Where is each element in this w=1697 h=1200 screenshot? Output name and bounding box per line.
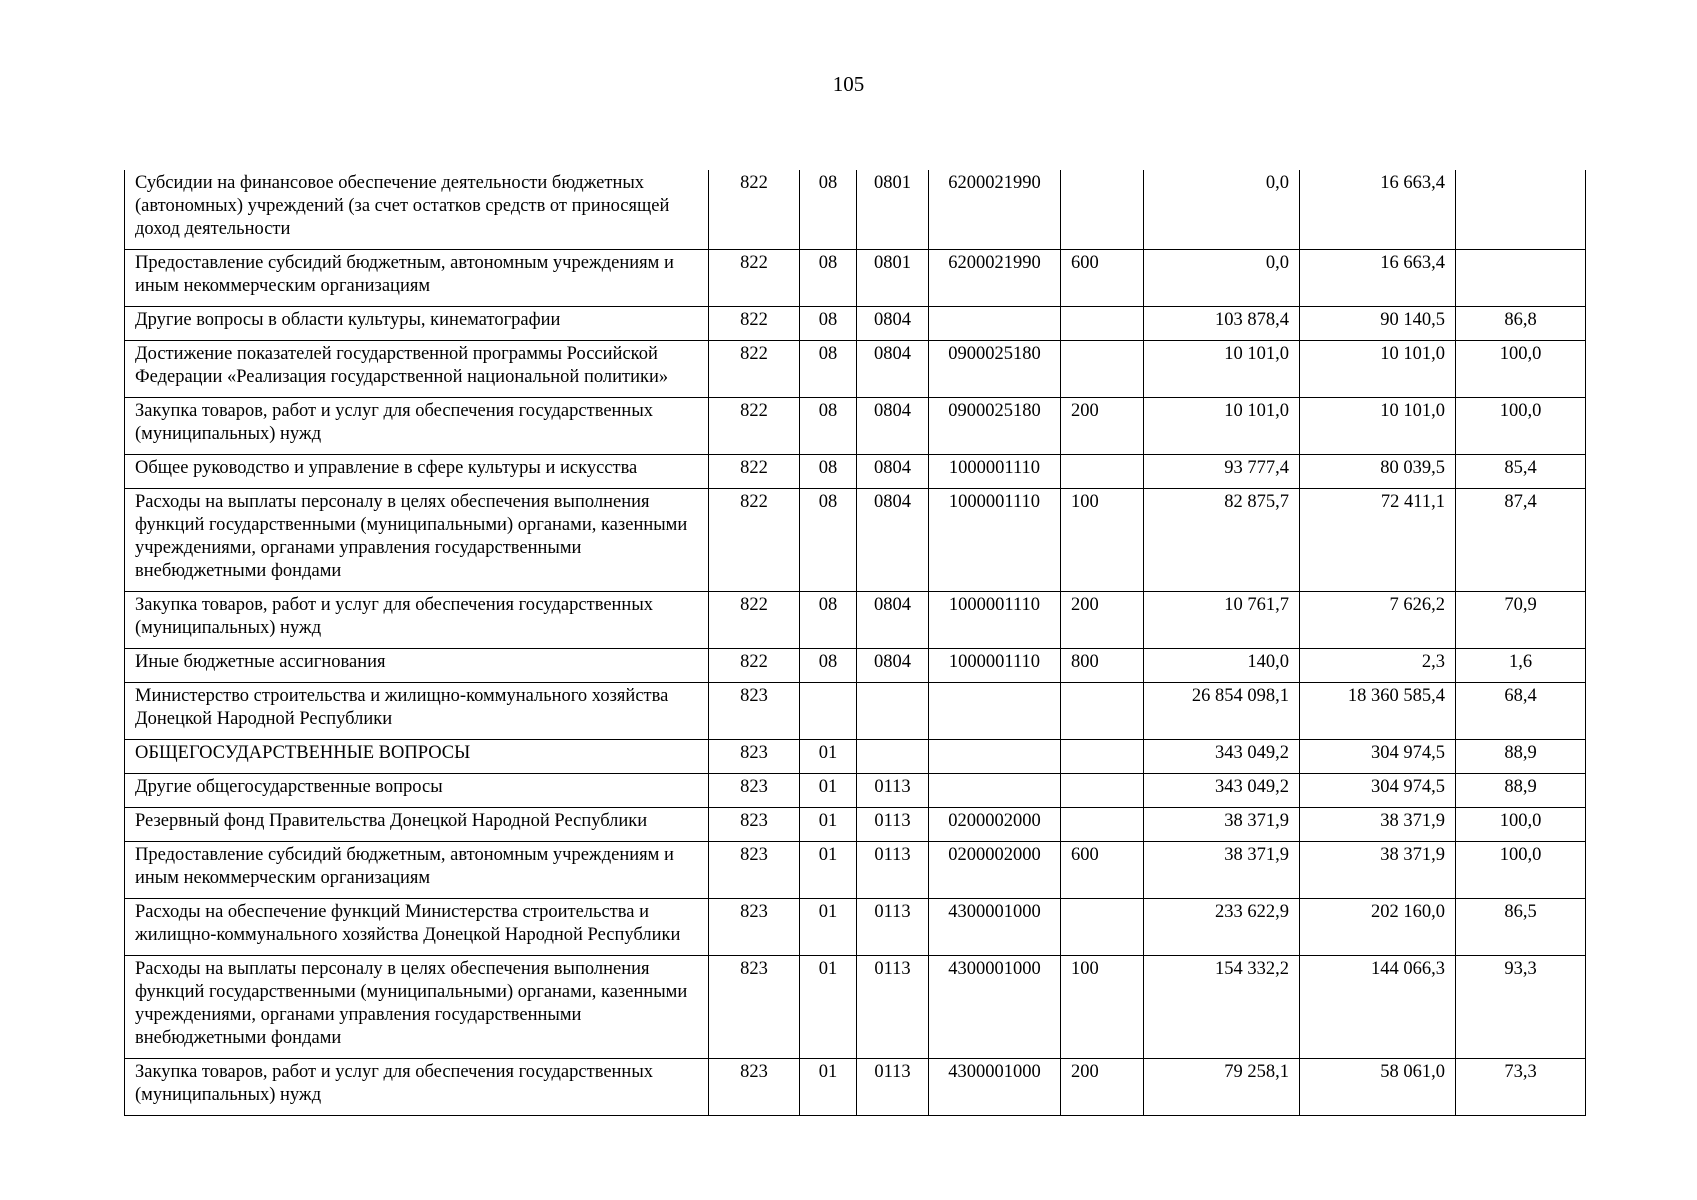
cell-plan: 93 777,4	[1144, 455, 1300, 489]
cell-csr: 1000001110	[929, 489, 1061, 592]
cell-percent: 93,3	[1456, 956, 1586, 1059]
cell-percent: 70,9	[1456, 592, 1586, 649]
cell-plan: 26 854 098,1	[1144, 683, 1300, 740]
cell-fact: 72 411,1	[1300, 489, 1456, 592]
cell-vr	[1061, 307, 1144, 341]
cell-fact: 7 626,2	[1300, 592, 1456, 649]
cell-vr: 200	[1061, 1059, 1144, 1116]
cell-vr	[1061, 341, 1144, 398]
cell-plan: 82 875,7	[1144, 489, 1300, 592]
cell-prz: 0804	[857, 307, 929, 341]
cell-percent: 86,8	[1456, 307, 1586, 341]
cell-vr: 800	[1061, 649, 1144, 683]
cell-plan: 38 371,9	[1144, 808, 1300, 842]
cell-rz: 08	[800, 250, 857, 307]
cell-prz: 0113	[857, 899, 929, 956]
cell-percent: 85,4	[1456, 455, 1586, 489]
cell-name: Субсидии на финансовое обеспечение деятельности бюджетных (автономных) учреждений (за счет остатков средств от приносящей доход деятельности	[125, 170, 709, 250]
cell-vr: 100	[1061, 956, 1144, 1059]
cell-ved: 823	[709, 774, 800, 808]
table-row	[125, 455, 1586, 489]
cell-ved: 823	[709, 808, 800, 842]
cell-csr: 4300001000	[929, 1059, 1061, 1116]
cell-ved: 822	[709, 649, 800, 683]
cell-name: Расходы на выплаты персоналу в целях обеспечения выполнения функций государственными (муниципальными) органами, казенными учреждениями, органами управления государственными внебюджетными фондами	[125, 956, 709, 1059]
cell-csr	[929, 307, 1061, 341]
cell-rz	[800, 683, 857, 740]
cell-name: Расходы на обеспечение функций Министерства строительства и жилищно-коммунального хозяйства Донецкой Народной Республики	[125, 899, 709, 956]
table-row	[125, 170, 1586, 250]
cell-csr	[929, 683, 1061, 740]
cell-fact: 10 101,0	[1300, 341, 1456, 398]
cell-csr: 6200021990	[929, 250, 1061, 307]
cell-plan: 343 049,2	[1144, 774, 1300, 808]
cell-rz: 01	[800, 842, 857, 899]
cell-prz: 0113	[857, 842, 929, 899]
cell-percent: 100,0	[1456, 842, 1586, 899]
cell-fact: 58 061,0	[1300, 1059, 1456, 1116]
table-row	[125, 592, 1586, 649]
table-row	[125, 489, 1586, 592]
cell-rz: 01	[800, 956, 857, 1059]
cell-ved: 823	[709, 842, 800, 899]
cell-csr: 0200002000	[929, 808, 1061, 842]
cell-name: ОБЩЕГОСУДАРСТВЕННЫЕ ВОПРОСЫ	[125, 740, 709, 774]
cell-csr	[929, 740, 1061, 774]
cell-name: Достижение показателей государственной программы Российской Федерации «Реализация государственной национальной политики»	[125, 341, 709, 398]
cell-name: Расходы на выплаты персоналу в целях обеспечения выполнения функций государственными (муниципальными) органами, казенными учреждениями, органами управления государственными внебюджетными фондами	[125, 489, 709, 592]
cell-vr	[1061, 170, 1144, 250]
table-row	[125, 842, 1586, 899]
cell-ved: 823	[709, 1059, 800, 1116]
cell-fact: 38 371,9	[1300, 842, 1456, 899]
cell-percent: 88,9	[1456, 740, 1586, 774]
cell-prz: 0113	[857, 774, 929, 808]
budget-table	[124, 170, 1586, 1116]
cell-name: Предоставление субсидий бюджетным, автономным учреждениям и иным некоммерческим организациям	[125, 842, 709, 899]
cell-fact: 10 101,0	[1300, 398, 1456, 455]
cell-percent: 100,0	[1456, 398, 1586, 455]
cell-fact: 16 663,4	[1300, 250, 1456, 307]
cell-plan: 38 371,9	[1144, 842, 1300, 899]
table-row	[125, 250, 1586, 307]
cell-rz: 08	[800, 341, 857, 398]
table-body	[125, 170, 1586, 1116]
table-row	[125, 307, 1586, 341]
cell-csr: 0900025180	[929, 341, 1061, 398]
cell-csr: 4300001000	[929, 899, 1061, 956]
cell-vr: 600	[1061, 250, 1144, 307]
cell-rz: 08	[800, 398, 857, 455]
cell-vr	[1061, 683, 1144, 740]
cell-csr: 1000001110	[929, 455, 1061, 489]
cell-csr: 1000001110	[929, 649, 1061, 683]
cell-rz: 08	[800, 592, 857, 649]
cell-plan: 154 332,2	[1144, 956, 1300, 1059]
cell-ved: 823	[709, 683, 800, 740]
cell-plan: 0,0	[1144, 170, 1300, 250]
cell-ved: 823	[709, 899, 800, 956]
cell-prz: 0113	[857, 808, 929, 842]
cell-name: Предоставление субсидий бюджетным, автономным учреждениям и иным некоммерческим организациям	[125, 250, 709, 307]
cell-rz: 01	[800, 808, 857, 842]
cell-rz: 08	[800, 649, 857, 683]
cell-percent: 100,0	[1456, 341, 1586, 398]
cell-vr: 200	[1061, 398, 1144, 455]
cell-plan: 0,0	[1144, 250, 1300, 307]
cell-plan: 10 101,0	[1144, 341, 1300, 398]
cell-percent: 100,0	[1456, 808, 1586, 842]
cell-prz: 0801	[857, 170, 929, 250]
cell-fact: 80 039,5	[1300, 455, 1456, 489]
cell-name: Закупка товаров, работ и услуг для обеспечения государственных (муниципальных) нужд	[125, 1059, 709, 1116]
cell-rz: 08	[800, 170, 857, 250]
cell-fact: 144 066,3	[1300, 956, 1456, 1059]
table-row	[125, 774, 1586, 808]
table-row	[125, 808, 1586, 842]
table-row	[125, 740, 1586, 774]
cell-name: Закупка товаров, работ и услуг для обеспечения государственных (муниципальных) нужд	[125, 398, 709, 455]
table-row	[125, 649, 1586, 683]
cell-rz: 08	[800, 307, 857, 341]
cell-plan: 10 101,0	[1144, 398, 1300, 455]
cell-plan: 10 761,7	[1144, 592, 1300, 649]
cell-prz: 0113	[857, 956, 929, 1059]
cell-fact: 18 360 585,4	[1300, 683, 1456, 740]
cell-csr: 6200021990	[929, 170, 1061, 250]
cell-rz: 08	[800, 455, 857, 489]
cell-csr	[929, 774, 1061, 808]
cell-percent: 1,6	[1456, 649, 1586, 683]
cell-prz	[857, 683, 929, 740]
table-row	[125, 956, 1586, 1059]
cell-prz: 0804	[857, 455, 929, 489]
cell-fact: 38 371,9	[1300, 808, 1456, 842]
cell-fact: 2,3	[1300, 649, 1456, 683]
cell-ved: 822	[709, 170, 800, 250]
cell-percent	[1456, 250, 1586, 307]
cell-fact: 304 974,5	[1300, 774, 1456, 808]
cell-rz: 08	[800, 489, 857, 592]
cell-percent: 68,4	[1456, 683, 1586, 740]
cell-rz: 01	[800, 740, 857, 774]
cell-plan: 140,0	[1144, 649, 1300, 683]
cell-fact: 202 160,0	[1300, 899, 1456, 956]
cell-name: Другие общегосударственные вопросы	[125, 774, 709, 808]
cell-plan: 79 258,1	[1144, 1059, 1300, 1116]
cell-fact: 90 140,5	[1300, 307, 1456, 341]
cell-prz: 0113	[857, 1059, 929, 1116]
table-row	[125, 683, 1586, 740]
table-row	[125, 899, 1586, 956]
cell-ved: 822	[709, 489, 800, 592]
cell-prz: 0804	[857, 489, 929, 592]
cell-prz: 0804	[857, 649, 929, 683]
cell-ved: 823	[709, 956, 800, 1059]
cell-prz: 0804	[857, 592, 929, 649]
cell-fact: 16 663,4	[1300, 170, 1456, 250]
cell-csr: 4300001000	[929, 956, 1061, 1059]
cell-name: Общее руководство и управление в сфере культуры и искусства	[125, 455, 709, 489]
cell-ved: 822	[709, 455, 800, 489]
cell-prz: 0804	[857, 398, 929, 455]
cell-prz: 0804	[857, 341, 929, 398]
cell-name: Резервный фонд Правительства Донецкой Народной Республики	[125, 808, 709, 842]
cell-vr	[1061, 774, 1144, 808]
cell-percent	[1456, 170, 1586, 250]
cell-name: Другие вопросы в области культуры, кинематографии	[125, 307, 709, 341]
table-row	[125, 398, 1586, 455]
cell-name: Министерство строительства и жилищно-коммунального хозяйства Донецкой Народной Республики	[125, 683, 709, 740]
cell-plan: 343 049,2	[1144, 740, 1300, 774]
cell-vr: 600	[1061, 842, 1144, 899]
table-row	[125, 341, 1586, 398]
cell-rz: 01	[800, 1059, 857, 1116]
cell-prz: 0801	[857, 250, 929, 307]
cell-name: Закупка товаров, работ и услуг для обеспечения государственных (муниципальных) нужд	[125, 592, 709, 649]
cell-ved: 823	[709, 740, 800, 774]
cell-vr	[1061, 808, 1144, 842]
cell-vr	[1061, 899, 1144, 956]
cell-ved: 822	[709, 592, 800, 649]
cell-vr	[1061, 740, 1144, 774]
cell-percent: 73,3	[1456, 1059, 1586, 1116]
cell-vr: 200	[1061, 592, 1144, 649]
cell-csr: 1000001110	[929, 592, 1061, 649]
cell-plan: 103 878,4	[1144, 307, 1300, 341]
cell-name: Иные бюджетные ассигнования	[125, 649, 709, 683]
cell-fact: 304 974,5	[1300, 740, 1456, 774]
cell-percent: 86,5	[1456, 899, 1586, 956]
cell-ved: 822	[709, 250, 800, 307]
cell-csr: 0900025180	[929, 398, 1061, 455]
cell-prz	[857, 740, 929, 774]
cell-ved: 822	[709, 307, 800, 341]
cell-rz: 01	[800, 899, 857, 956]
page-number: 105	[832, 72, 865, 96]
cell-percent: 87,4	[1456, 489, 1586, 592]
cell-plan: 233 622,9	[1144, 899, 1300, 956]
cell-rz: 01	[800, 774, 857, 808]
cell-vr	[1061, 455, 1144, 489]
cell-ved: 822	[709, 341, 800, 398]
cell-vr: 100	[1061, 489, 1144, 592]
cell-percent: 88,9	[1456, 774, 1586, 808]
cell-csr: 0200002000	[929, 842, 1061, 899]
table-row	[125, 1059, 1586, 1116]
cell-ved: 822	[709, 398, 800, 455]
